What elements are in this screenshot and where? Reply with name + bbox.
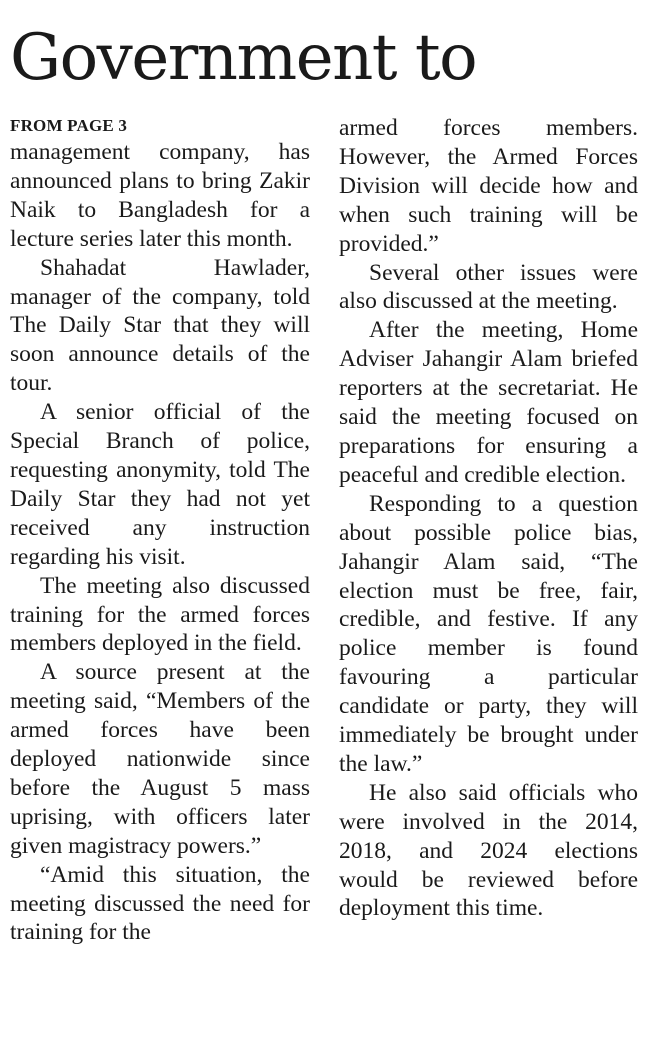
paragraph: After the meeting, Home Adviser Jahangir Alam briefed reporters at the secretariat. He said the meeting focused on preparations for ensuring a peaceful and credible election. <box>339 317 638 488</box>
right-column <box>339 114 638 923</box>
paragraph: A senior official of the Special Branch of police, requesting anonymity, told The Daily Star they had not yet received any instruction regarding his visit. <box>10 399 310 570</box>
headline: Government to <box>10 21 477 95</box>
paragraph: Several other issues were also discussed at the meeting. <box>339 259 638 315</box>
paragraph: The meeting also discussed training for the armed forces members deployed in the field. <box>10 572 310 657</box>
continuation-kicker: FROM PAGE 3 <box>10 116 128 135</box>
left-column <box>10 114 310 947</box>
paragraph: armed forces members. However, the Armed Forces Division will decide how and when such training will be provided.” <box>339 115 638 257</box>
paragraph: management company, has announced plans to bring Zakir Naik to Bangladesh for a lecture series later this month. <box>10 139 310 252</box>
paragraph: He also said officials who were involved in the 2014, 2018, and 2024 elections would be reviewed before deployment this time. <box>339 779 638 922</box>
paragraph: A source present at the meeting said, “Members of the armed forces have been deployed nationwide since before the August 5 mass uprising, with officers later given magistracy powers.” <box>10 659 310 859</box>
paragraph: Shahadat Hawlader, manager of the company, told The Daily Star that they will soon announce details of the tour. <box>10 254 310 397</box>
paragraph: Responding to a question about possible police bias, Jahangir Alam said, “The election must be free, fair, credible, and festive. If any police member is found favouring a particular candidate or party, they will immediately be brought under the law.” <box>339 490 638 777</box>
paragraph: “Amid this situation, the meeting discussed the need for training for the <box>10 861 310 946</box>
